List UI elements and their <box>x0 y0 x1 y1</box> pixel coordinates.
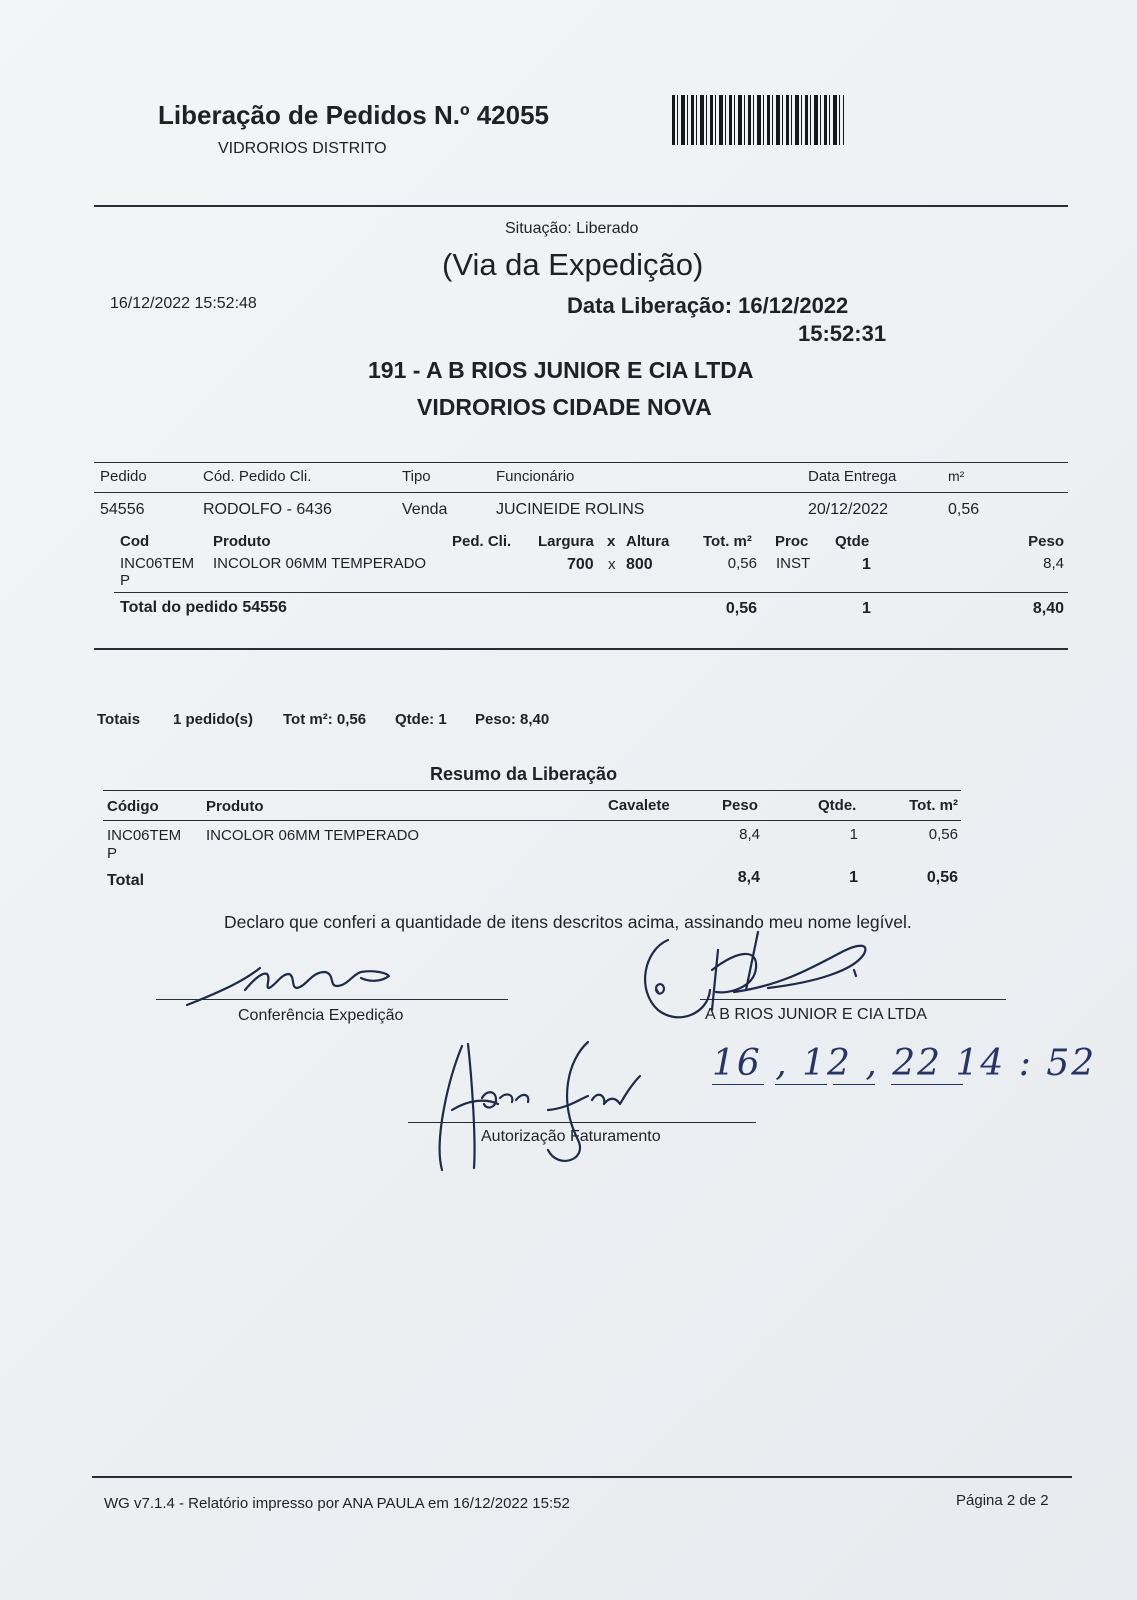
footer-print-info: WG v7.1.4 - Relatório impresso por ANA PAULA em 16/12/2022 15:52 <box>104 1495 570 1512</box>
item-peso: 8,4 <box>1043 555 1064 572</box>
handwritten-underline <box>775 1084 827 1085</box>
totals-pedidos: 1 pedido(s) <box>173 711 254 728</box>
item-header-produto: Produto <box>213 533 271 550</box>
order-total-label: Total do pedido 54556 <box>120 599 287 616</box>
order-header-pedido: Pedido <box>100 468 147 485</box>
declaration-text: Declaro que conferi a quantidade de itens descritos acima, assinando meu nome legível. <box>224 912 912 932</box>
totals-qtde: Qtde: 1 <box>395 711 447 728</box>
item-header-proc: Proc <box>775 533 809 550</box>
summary-total-tot-m2: 0,56 <box>926 869 958 886</box>
client-branch: VIDRORIOS CIDADE NOVA <box>417 394 712 420</box>
summary-codigo-line1: INC06TEM <box>107 827 182 844</box>
cliente-label: A B RIOS JUNIOR E CIA LTDA <box>705 1006 927 1023</box>
item-altura: 800 <box>626 556 653 573</box>
item-header-qtde: Qtde <box>835 533 870 550</box>
barcode-icon <box>672 95 844 145</box>
order-header-cod-cli: Cód. Pedido Cli. <box>203 468 312 485</box>
item-produto: INCOLOR 06MM TEMPERADO <box>213 555 427 572</box>
order-data-entrega: 20/12/2022 <box>808 501 889 518</box>
summary-title: Resumo da Liberação <box>430 764 618 784</box>
item-header-altura: Altura <box>626 533 670 550</box>
release-date: Data Liberação: 16/12/2022 <box>567 293 849 318</box>
order-header-funcionario: Funcionário <box>496 468 575 485</box>
autorizacao-label: Autorização Faturamento <box>481 1128 661 1145</box>
order-cod-cli: RODOLFO - 6436 <box>203 501 332 518</box>
item-header-ped-cli: Ped. Cli. <box>452 533 512 550</box>
totals-m2: Tot m²: 0,56 <box>283 711 367 728</box>
order-total-m2: 0,56 <box>725 600 757 617</box>
order-header-tipo: Tipo <box>402 468 431 485</box>
via-label: (Via da Expedição) <box>442 247 704 282</box>
conferencia-signature-icon <box>185 960 405 1010</box>
handwritten-underline <box>891 1084 963 1085</box>
order-table-top-rule <box>94 462 1068 463</box>
order-total-qtde: 1 <box>862 600 871 617</box>
handwritten-underline <box>833 1084 875 1085</box>
order-header-m2: m² <box>948 468 965 484</box>
company-name: VIDRORIOS DISTRITO <box>218 140 387 157</box>
release-time: 15:52:31 <box>798 321 887 346</box>
summary-peso: 8,4 <box>739 826 760 843</box>
summary-header-qtde: Qtde. <box>818 797 857 814</box>
conferencia-label: Conferência Expedição <box>238 1007 404 1024</box>
order-m2: 0,56 <box>948 501 980 518</box>
totals-peso: Peso: 8,40 <box>475 711 550 728</box>
item-qtde: 1 <box>862 556 871 573</box>
document-title: Liberação de Pedidos N.º 42055 <box>158 100 549 130</box>
totals-label: Totais <box>97 711 141 728</box>
item-cod-line1: INC06TEM <box>120 555 195 572</box>
item-header-x: x <box>607 533 616 550</box>
item-header-tot-m2: Tot. m² <box>703 533 752 550</box>
summary-header-rule <box>103 820 961 821</box>
client-name: 191 - A B RIOS JUNIOR E CIA LTDA <box>368 357 754 383</box>
item-largura: 700 <box>567 556 594 573</box>
autorizacao-signature-icon <box>438 1040 668 1175</box>
item-proc: INST <box>776 555 811 572</box>
item-cod-line2: P <box>120 572 131 589</box>
item-header-cod: Cod <box>120 533 150 550</box>
handwritten-date: 16 , 12 , 22 14 : 52 <box>712 1043 1097 1084</box>
summary-header-tot-m2: Tot. m² <box>909 797 958 814</box>
summary-tot-m2: 0,56 <box>928 826 958 843</box>
order-funcionario: JUCINEIDE ROLINS <box>496 501 645 518</box>
footer-rule <box>92 1476 1072 1478</box>
order-pedido: 54556 <box>100 501 145 518</box>
item-tot-m2: 0,56 <box>727 555 757 572</box>
header-divider <box>94 205 1068 207</box>
summary-header-cavalete: Cavalete <box>608 797 670 814</box>
status-label: Situação: Liberado <box>505 220 639 237</box>
cliente-signature-icon <box>638 930 898 1030</box>
summary-total-qtde: 1 <box>849 869 858 886</box>
print-datetime: 16/12/2022 15:52:48 <box>110 295 257 312</box>
order-total-peso: 8,40 <box>1032 600 1064 617</box>
summary-total-label: Total <box>107 872 145 889</box>
item-header-largura: Largura <box>538 533 594 550</box>
summary-produto: INCOLOR 06MM TEMPERADO <box>206 827 420 844</box>
summary-header-codigo: Código <box>107 798 159 815</box>
summary-header-produto: Produto <box>206 798 264 815</box>
summary-top-rule <box>103 790 961 791</box>
summary-qtde: 1 <box>849 826 858 843</box>
order-header-rule <box>94 492 1068 493</box>
item-x: x <box>608 556 616 573</box>
item-header-peso: Peso <box>1028 533 1064 550</box>
summary-header-peso: Peso <box>722 797 758 814</box>
footer-page-number: Página 2 de 2 <box>956 1492 1049 1509</box>
summary-total-peso: 8,4 <box>737 869 760 886</box>
order-table-bottom-rule <box>94 648 1068 650</box>
summary-codigo-line2: P <box>107 845 118 862</box>
item-total-rule <box>114 592 1068 593</box>
handwritten-underline <box>712 1084 764 1085</box>
order-header-data-entrega: Data Entrega <box>808 468 897 485</box>
order-tipo: Venda <box>402 501 448 518</box>
